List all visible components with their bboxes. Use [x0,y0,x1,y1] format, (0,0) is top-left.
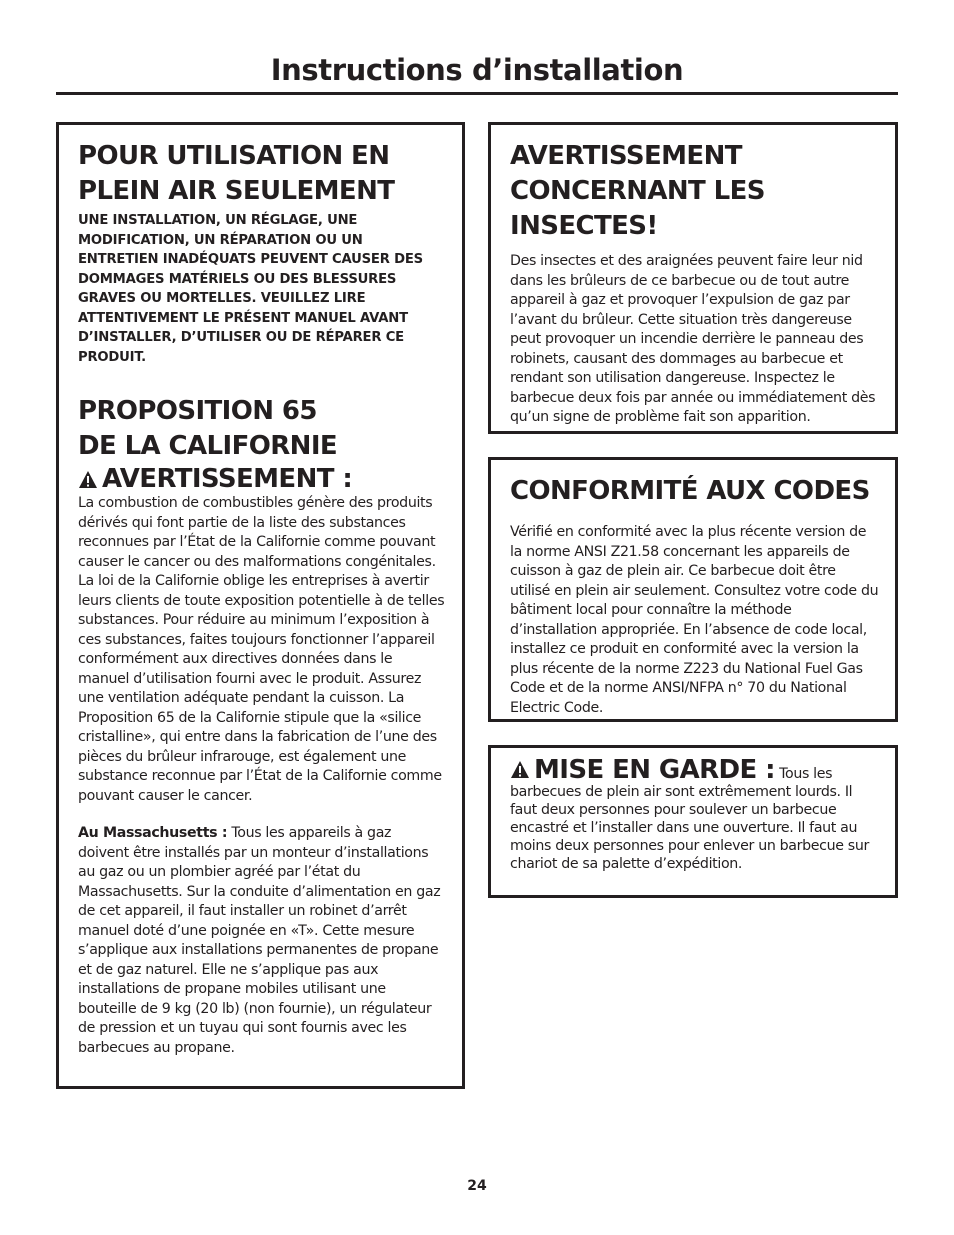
code-compliance-box [488,457,898,722]
massachusetts-body: Tous les appareils à gaz doivent être installés par un monteur d’installations au gaz ou un plombier agréé par l’état du Massachusetts. Sur la conduite d’alimentation en gaz de cet appareil, il faut installer un robinet d’arrêt manuel doté d’une poignée en «T». Cette mesure s’applique aux installations permanentes de propane et de gaz naturel. Elle ne s’applique pas aux installations de propane mobiles utilisant une bouteille de 9 kg (20 lb) (non fournie), un régulateur de pression et un tuyau qui sont fournis avec les barbecues au propane. [78,825,441,1056]
insects-title-line3: INSECTES! [510,211,658,241]
prop65-warning-label: AVERTISSEMENT : [102,464,353,494]
massachusetts-label: Au Massachusetts : [78,825,228,841]
outdoor-title-line1: POUR UTILISATION EN [78,141,390,171]
outdoor-prop65-box [56,122,465,1089]
insects-warning-box [488,122,898,434]
insects-body: Des insectes et des araignées peuvent faire leur nid dans les brûleurs de ce barbecue ou de tout autre appareil à gaz et provoquer l’expulsion de gaz par l’avant du brûleur. Cette situation très dangereuse peut provoquer un incendie derrière le panneau des robinets, causant des dommages au barbecue et rendant son utilisation dangereuse. Inspectez le barbecue deux fois par année ou immédiatement dès qu’un signe de problème fait son apparition. [510,253,876,425]
warning-triangle-icon [510,760,530,779]
outdoor-warning-text: UNE INSTALLATION, UN RÉGLAGE, UNE MODIFICATION, UN RÉPARATION OU UN ENTRETIEN INADÉQUATS PEUVENT CAUSER DES DOMMAGES MATÉRIELS OU DES BLESSURES GRAVES OU MORTELLES. VEUILLEZ LIRE ATTENTIVEMENT LE PRÉSENT MANUEL AVANT D’INSTALLER, D’UTILISER OU DE RÉPARER CE PRODUIT. [78,213,423,365]
page-number: 24 [467,1178,487,1194]
caution-body: barbecues de plein air sont extrêmement lourds. Il faut deux personnes pour soulever un barbecue encastré et l’installer dans une ouverture. Il faut au moins deux personnes pour enlever un barbecue sur chariot de sa palette d’expédition. [510,784,869,872]
outdoor-only-heading [78,139,446,209]
codes-body: Vérifié en conformité avec la plus récente version de la norme ANSI Z21.58 concernant les appareils de cuisson à gaz de plein air. Ce barbecue doit être utilisé en plein air seulement. Consultez votre code du bâtiment local pour connaître la méthode d’installation appropriée. En l’absence de code local, installez ce produit en conformité avec la version la plus récente de la norme Z223 du National Fuel Gas Code et de la norme ANSI/NFPA n° 70 du National Electric Code. [510,524,879,716]
outdoor-title-line2: PLEIN AIR SEULEMENT [78,176,395,206]
prop65-title-line1: PROPOSITION 65 [78,396,317,426]
title-divider [56,92,898,95]
insects-heading [510,139,879,244]
prop65-title-line2: DE LA CALIFORNIE [78,431,338,461]
prop65-body: La combustion de combustibles génère des produits dérivés qui font partie de la liste des substances reconnues par l’État de la Californie comme pouvant causer le cancer ou des malformations congénitales. La loi de la Californie oblige les entreprises à avertir leurs clients de toute exposition potentielle à de telles substances. Pour réduire au minimum l’exposition à ces substances, faites toujours fonctionner l’appareil conformément aux directives données dans le manuel d’utilisation fourni avec le produit. Assurez une ventilation adéquate pendant la cuisson. La Proposition 65 de la Californie stipule que la «silice cristalline», qui entre dans la fabrication de l’une des pièces du brûleur infrarouge, est également une substance reconnue par l’État de la Californie comme pouvant causer le cancer. [78,495,445,804]
prop65-warning-heading [78,464,446,494]
caution-paragraph [510,755,879,873]
insects-title-line2: CONCERNANT LES [510,176,765,206]
massachusetts-paragraph [78,824,446,1058]
caution-box [488,745,898,898]
codes-heading: CONFORMITÉ AUX CODES [510,476,870,506]
insects-title-line1: AVERTISSEMENT [510,141,742,171]
prop65-heading [78,394,446,464]
caution-label: MISE EN GARDE : [534,755,775,785]
warning-triangle-icon [78,470,98,489]
caution-body-start: Tous les [779,766,833,782]
page-title: Instructions d’installation [270,53,684,87]
